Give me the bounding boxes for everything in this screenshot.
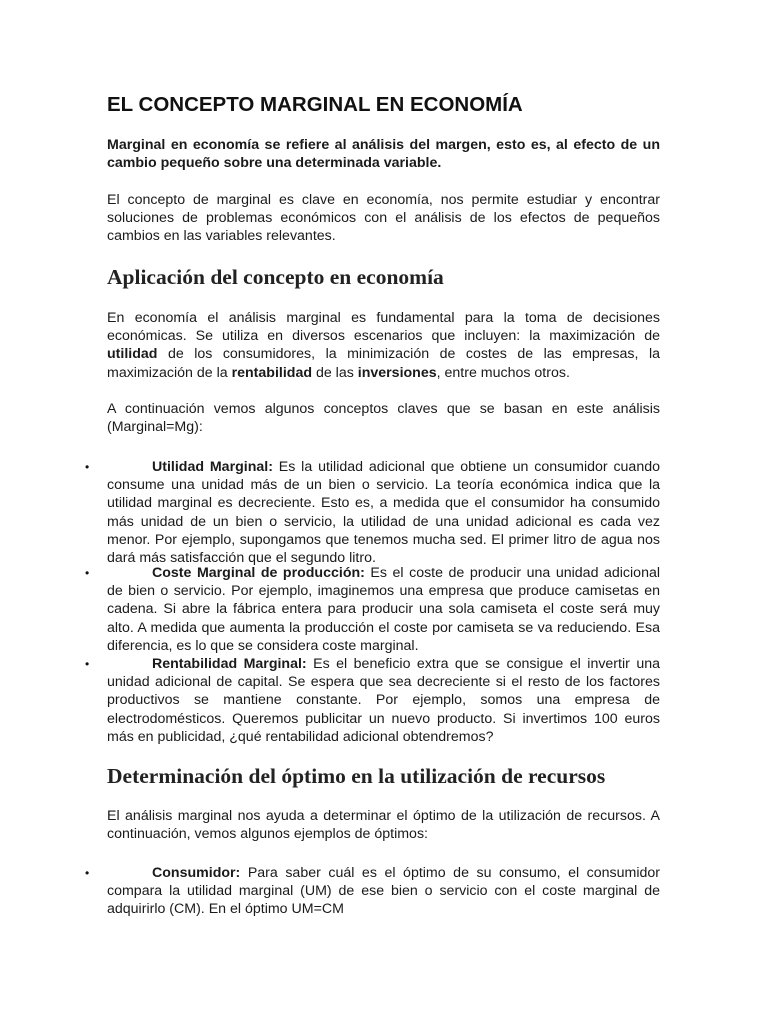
section-heading-aplicacion: Aplicación del concepto en economía bbox=[107, 265, 444, 289]
bullet-icon: • bbox=[85, 566, 90, 580]
conceptos-intro-paragraph: A continuación vemos algunos conceptos claves que se basan en este análisis (Marginal=Mg): bbox=[107, 401, 660, 436]
link-utilidad[interactable]: utilidad bbox=[107, 346, 158, 363]
intro-paragraph: El concepto de marginal es clave en economía, nos permite estudiar y encontrar soluciones de problemas económicos con el análisis de los efectos de pequeños cambios en las variables relevantes. bbox=[107, 192, 660, 245]
aplicacion-paragraph bbox=[107, 309, 660, 382]
list-item-coste-marginal bbox=[107, 564, 660, 655]
lead-paragraph: Marginal en economía se refiere al análisis del margen, esto es, al efecto de un cambio pequeño sobre una determinada variable. bbox=[107, 137, 660, 172]
list-item-label: Coste Marginal de producción: bbox=[152, 565, 365, 581]
text-run: , entre muchos otros. bbox=[436, 364, 570, 381]
text-run: En economía el análisis marginal es fundamental para la toma de decisiones económicas. Se utiliza en diversos escenarios que incluyen: la maximización de bbox=[107, 310, 660, 345]
list-item-text: Es el coste de producir una unidad adicional de bien o servicio. Por ejemplo, imaginemos una empresa que produce camisetas en cadena. Si abre la fábrica entera para producir una sola camiseta el coste será muy alto. A medida que aumenta la producción el coste por camiseta se va reduciendo. Esa diferencia, es lo que se considera coste marginal. bbox=[107, 565, 660, 654]
list-item-rentabilidad-marginal bbox=[107, 655, 660, 746]
bullet-icon: • bbox=[85, 866, 90, 880]
determinacion-paragraph: El análisis marginal nos ayuda a determinar el óptimo de la utilización de recursos. A continuación, vemos algunos ejemplos de óptimos: bbox=[107, 808, 660, 843]
text-run: de las bbox=[312, 364, 358, 381]
text-run: de los consumidores, la minimización de costes de las empresas, la maximización de la bbox=[107, 346, 660, 381]
list-item-text: Es la utilidad adicional que obtiene un consumidor cuando consume una unidad más de un bien o servicio. La teoría económica indica que la utilidad marginal es decreciente. Esto es, a medida que el consumidor ha consumido más unidad de un bien o servicio, la utilidad de una unidad adicional es cada vez menor. Por ejemplo, supongamos que tenemos mucha sed. El primer litro de agua nos dará más satisfacción que el segundo litro. bbox=[107, 459, 660, 567]
list-item-text: Para saber cuál es el óptimo de su consumo, el consumidor compara la utilidad marginal (UM) de ese bien o servicio con el coste marginal de adquirirlo (CM). En el óptimo UM=CM bbox=[107, 865, 660, 918]
list-item-label: Rentabilidad Marginal: bbox=[152, 656, 307, 672]
bullet-icon: • bbox=[85, 657, 90, 671]
link-inversiones[interactable]: inversiones bbox=[357, 364, 437, 381]
list-item-text: Es el beneficio extra que se consigue el invertir una unidad adicional de capital. Se espera que sea decreciente si el resto de los factores productivos se mantiene constante. Por ejemplo, somos una empresa de electrodomésticos. Queremos publicitar un nuevo producto. Si invertimos 100 euros más en publicidad, ¿qué rentabilidad adicional obtendremos? bbox=[107, 656, 660, 745]
list-item-label: Consumidor: bbox=[152, 865, 241, 881]
section-heading-determinacion: Determinación del óptimo en la utilización de recursos bbox=[107, 764, 606, 788]
list-item-consumidor bbox=[107, 864, 660, 919]
bullet-icon: • bbox=[85, 460, 90, 474]
link-rentabilidad[interactable]: rentabilidad bbox=[231, 364, 313, 381]
list-item-label: Utilidad Marginal: bbox=[152, 459, 273, 475]
list-item-utilidad-marginal bbox=[107, 458, 660, 567]
page-title: EL CONCEPTO MARGINAL EN ECONOMÍA bbox=[107, 93, 523, 116]
